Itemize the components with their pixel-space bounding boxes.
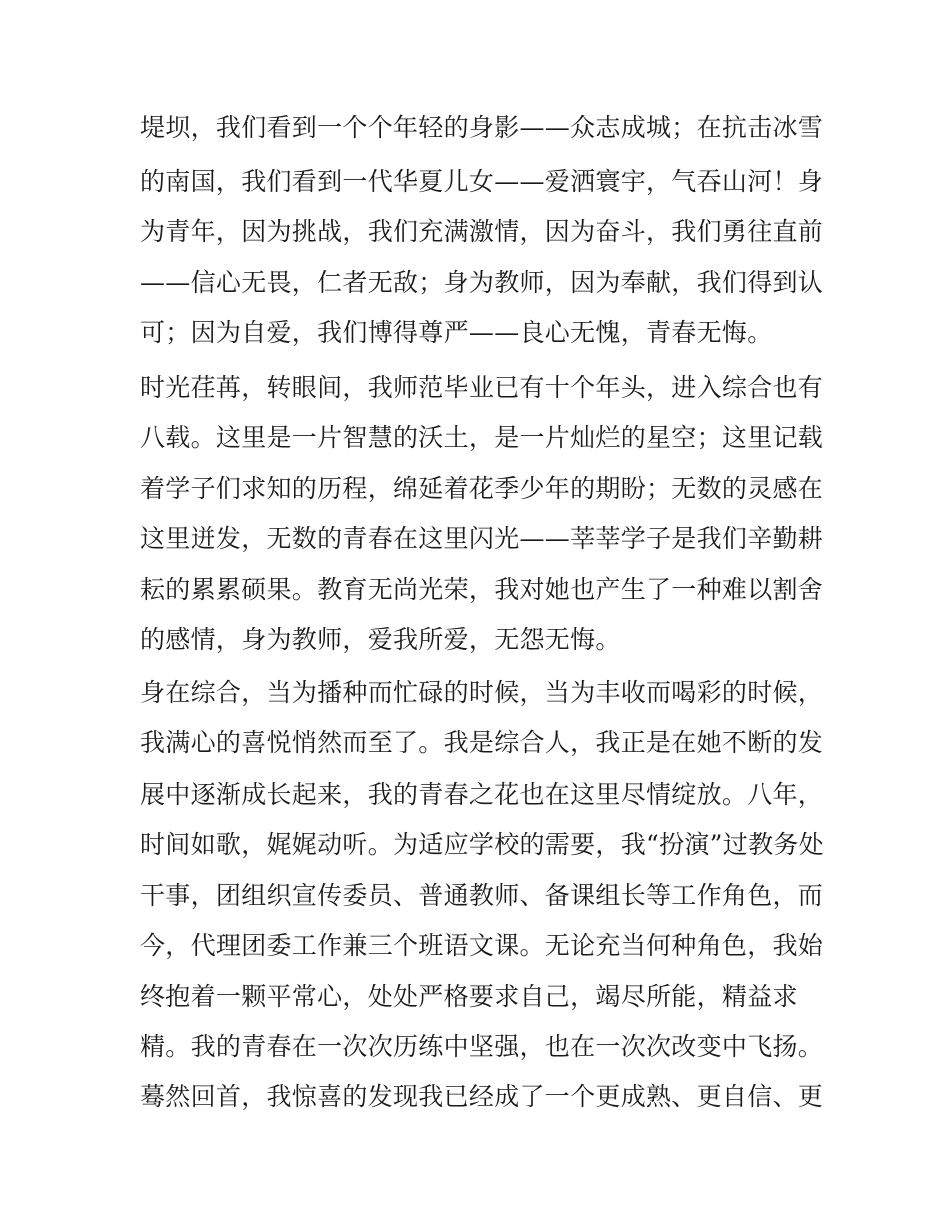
text-line: 我满心的喜悦悄然而至了。我是综合人，我正是在她不断的发 xyxy=(140,728,824,757)
text-line: 干事，团组织宣传委员、普通教师、备课组长等工作角色，而 xyxy=(140,881,824,910)
text-line: 的南国，我们看到一代华夏儿女——爱洒寰宇，气吞山河！身 xyxy=(140,167,824,196)
text-line: ——信心无畏，仁者无敌；身为教师，因为奉献，我们得到认 xyxy=(140,268,824,297)
text-line: 耘的累累硕果。教育无尚光荣，我对她也产生了一种难以割舍 xyxy=(140,575,824,604)
text-line: 的感情，身为教师，爱我所爱，无怨无悔。 xyxy=(140,625,621,654)
text-line: 身在综合，当为播种而忙碌的时候，当为丰收而喝彩的时候， xyxy=(140,678,824,707)
text-line: 时间如歌，娓娓动听。为适应学校的需要，我“扮演”过教务处 xyxy=(140,830,824,859)
text-line: 时光荏苒，转眼间，我师范毕业已有十个年头，进入综合也有 xyxy=(140,373,824,402)
text-line: 为青年，因为挑战，我们充满激情，因为奋斗，我们勇往直前 xyxy=(140,217,824,246)
text-line: 终抱着一颗平常心，处处严格要求自己，竭尽所能，精益求 xyxy=(140,982,798,1011)
text-line: 蓦然回首，我惊喜的发现我已经成了一个更成熟、更自信、更 xyxy=(140,1082,824,1111)
text-line: 今，代理团委工作兼三个班语文课。无论充当何种角色，我始 xyxy=(140,931,824,960)
text-line: 展中逐渐成长起来，我的青春之花也在这里尽情绽放。八年， xyxy=(140,780,824,809)
text-line: 精。我的青春在一次次历练中坚强，也在一次次改变中飞扬。 xyxy=(140,1032,824,1061)
text-line: 这里迸发，无数的青春在这里闪光——莘莘学子是我们辛勤耕 xyxy=(140,524,824,553)
text-line: 着学子们求知的历程，绵延着花季少年的期盼；无数的灵感在 xyxy=(140,474,824,503)
text-line: 八载。这里是一片智慧的沃土，是一片灿烂的星空；这里记载 xyxy=(140,423,824,452)
text-line: 堤坝，我们看到一个个年轻的身影——众志成城；在抗击冰雪 xyxy=(140,113,824,142)
text-line: 可；因为自爱，我们博得尊严——良心无愧，青春无悔。 xyxy=(140,318,773,347)
